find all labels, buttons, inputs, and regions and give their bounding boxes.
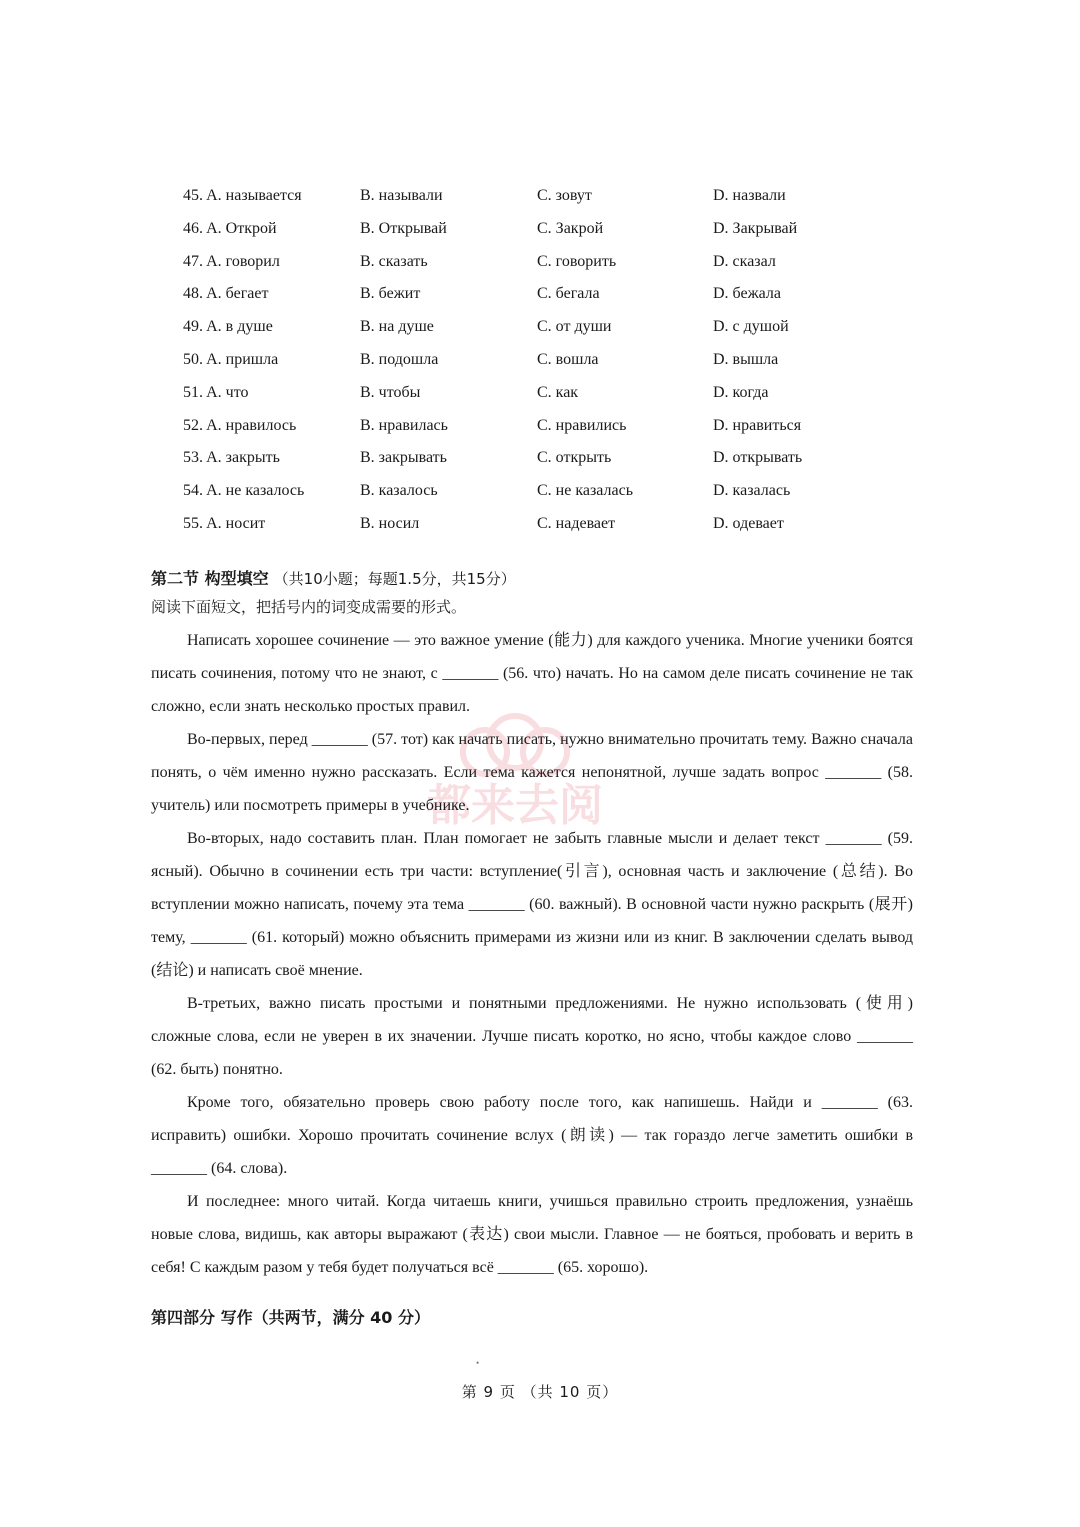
option-c: C. не казалась [537,482,634,500]
option-a-text: A. носит [206,514,266,532]
option-a [183,248,280,276]
option-c: C. говорить [537,252,617,270]
choice-row [183,182,883,215]
section-2-title: 第二节 构型填空 [151,569,269,588]
option-d: D. с душой [713,318,789,336]
option-a-text: A. пришла [206,350,279,368]
option-c: C. надевает [537,514,616,532]
option-b: B. подошла [360,350,439,368]
essay-paragraph: В-третьих, важно писать простыми и понятными предложениями. Не нужно использовать (使用) сложные слова, если не уверен в их значении. Лучше писать коротко, но ясно, чтобы каждое слово _______ (62. быть) понятно. [151,995,913,1078]
question-number: 52. [183,416,203,434]
option-d: D. когда [713,383,769,401]
question-number: 47. [183,252,203,270]
essay-paragraph: Во-вторых, надо составить план. План помогает не забыть главные мысли и делает текст _______ (59. ясный). Обычно в сочинении есть три части: вступление(引言), основная часть и заключение (总结). Во вступлении можно написать, почему эта тема _______ (60. важный). В основной части нужно раскрыть (展开) тему, _______ (61. который) можно объяснить примерами из жизни или из книг. В заключении сделать вывод (结论) и написать своё мнение. [151,830,913,979]
choice-row [183,280,883,313]
option-a [183,346,278,374]
choice-row [183,346,883,379]
choice-row [183,379,883,412]
choice-row [183,477,883,510]
option-a-text: A. что [206,383,249,401]
option-b: B. казалось [360,482,438,500]
option-c: C. вошла [537,350,599,368]
option-a [183,379,249,407]
choice-row [183,313,883,346]
option-b: B. закрывать [360,449,447,467]
option-a [183,313,273,341]
option-d: D. бежала [713,285,781,303]
question-number: 48. [183,285,203,303]
option-a [183,412,296,440]
essay-paragraph: Написать хорошее сочинение — это важное умение (能力) для каждого ученика. Многие ученики боятся писать сочинения, потому что не знают, с _______ (56. что) начать. Но на самом деле писать сочинение не так сложно, если знать несколько простых правил. [151,632,913,715]
question-number: 54. [183,482,203,500]
option-d: D. одевает [713,514,784,532]
option-d: D. назвали [713,187,786,204]
option-a [183,182,302,210]
choice-row [183,444,883,477]
option-b: B. бежит [360,285,421,303]
option-a-text: A. в душе [206,318,273,336]
question-number: 49. [183,318,203,336]
part-4-heading: 第四部分 写作（共两节，满分 40 分） [151,1308,430,1327]
choice-row [183,412,883,445]
choice-row [183,510,883,543]
option-a [183,280,268,308]
section-2-heading [151,566,516,589]
option-a [183,477,304,505]
choices-list [183,182,883,543]
option-a-text: A. не казалось [206,482,305,500]
watermark-text: 都来去阅 [427,780,603,831]
option-d: D. вышла [713,350,779,368]
option-a [183,215,277,243]
option-c: C. нравились [537,416,627,434]
option-d: D. Закрывай [713,219,798,237]
option-c: C. зовут [537,187,592,204]
option-c: C. как [537,383,579,401]
question-number: 51. [183,383,203,401]
essay-paragraph: Кроме того, обязательно проверь свою работу после того, как напишешь. Найди и _______ (63. исправить) ошибки. Хорошо прочитать сочинение вслух (朗读) — так гораздо легче заметить ошибки в _______ (64. слова). [151,1094,913,1177]
option-a-text: A. говорил [206,252,280,270]
essay-paragraph: И последнее: много читай. Когда читаешь книги, учишься правильно строить предложения, узнаёшь новые слова, видишь, как авторы выражают (表达) свои мысли. Главное — не бояться, пробовать и верить в себя! С каждым разом у тебя будет получаться всё _______ (65. хорошо). [151,1193,913,1276]
option-b: B. на душе [360,318,434,336]
option-b: B. нравилась [360,416,448,434]
option-c: C. от души [537,318,612,336]
option-b: B. Открывай [360,219,447,237]
option-c: C. бегала [537,285,600,303]
option-d: D. казалась [713,482,791,500]
section-2-instruction: 阅读下面短文，把括号内的词变成需要的形式。 [151,598,467,616]
option-a-text: A. Открой [206,219,277,237]
option-a-text: A. нравилось [206,416,297,434]
option-d: D. сказал [713,252,776,270]
question-number: 46. [183,219,203,237]
option-c: C. открыть [537,449,612,467]
question-number: 50. [183,350,203,368]
question-number: 55. [183,514,203,532]
question-number: 53. [183,449,203,467]
option-d: D. открывать [713,449,803,467]
essay-paragraph: Во-первых, перед _______ (57. тот) как начать писать, нужно внимательно прочитать тему. Важно сначала понять, о чём именно нужно рассказать. Если тема кажется непонятной, лучше задать вопрос _______ (58. учитель) или посмотреть примеры в учебнике. [151,731,913,814]
option-c: C. Закрой [537,219,604,237]
option-b: B. сказать [360,252,428,270]
choice-row [183,215,883,248]
choice-row [183,248,883,281]
page-footer: 第 9 页 （共 10 页） [461,1383,619,1401]
question-number: 45. [183,187,203,204]
option-b: B. называли [360,187,443,204]
option-a-text: A. закрыть [206,449,280,467]
scan-speck: • [476,1358,480,1368]
option-b: B. чтобы [360,383,421,401]
section-2-points: （共10小题；每题1.5分，共15分） [273,570,516,588]
essay-text [151,624,913,1284]
option-a [183,510,265,538]
option-d: D. нравиться [713,416,802,434]
option-b: B. носил [360,514,420,532]
option-a-text: A. бегает [206,285,269,303]
option-a [183,444,280,472]
option-a-text: A. называется [206,187,302,204]
